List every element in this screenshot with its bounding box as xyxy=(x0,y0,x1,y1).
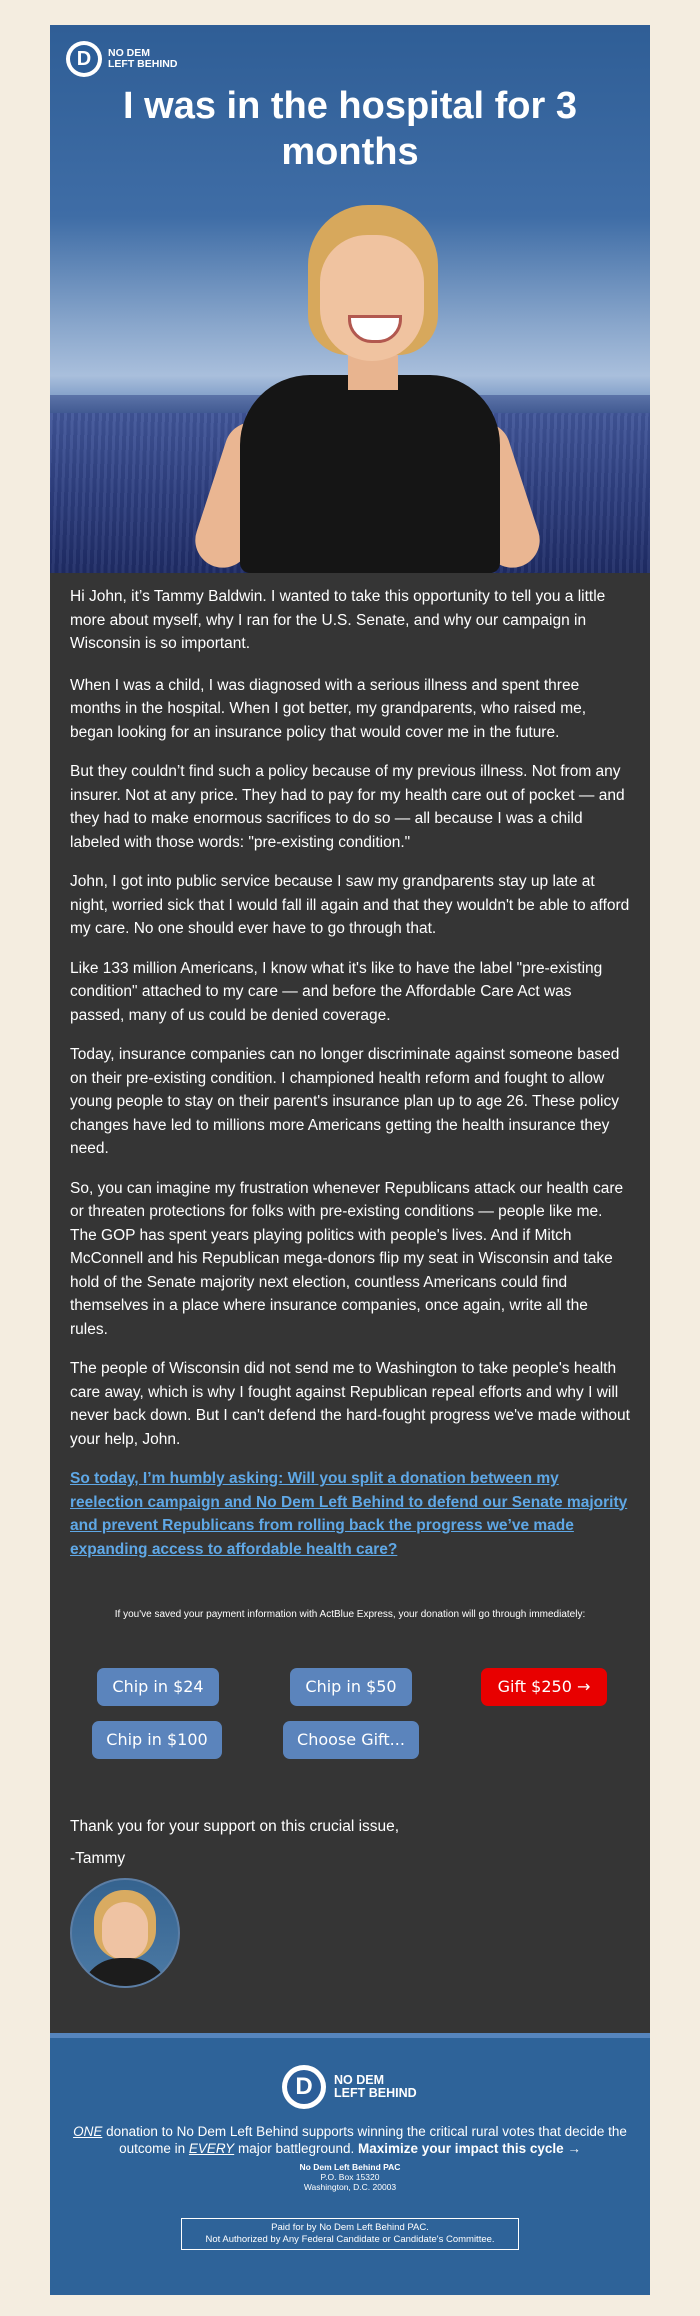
avatar-shoulders xyxy=(80,1958,170,1988)
thank-you-text: Thank you for your support on this crucial issue, xyxy=(70,1818,400,1835)
footer xyxy=(50,2033,650,2295)
paid-for-disclaimer xyxy=(181,2218,519,2250)
footer-msg-text: donation to No Dem Left Behind supports winning the critical rural votes that decide the outcome in xyxy=(102,2124,627,2156)
paragraph: Hi John, it’s Tammy Baldwin. I wanted to take this opportunity to tell you a little more about myself, why I ran for the U.S. Senate, and why our campaign in Wisconsin is so important. xyxy=(70,588,606,652)
signature-name: -Tammy xyxy=(70,1850,126,1867)
footer-emphasis-one: ONE xyxy=(73,2124,103,2139)
footer-logo[interactable] xyxy=(282,2065,417,2109)
hero-banner xyxy=(50,25,650,573)
actblue-express-note: If you've saved your payment information with ActBlue Express, your donation will go through immediately: xyxy=(114,1609,586,1620)
paragraph: Like 133 million Americans, I know what it's like to have the label "pre-existing condition" attached to my care — and before the Affordable Care Act was passed, many of us could be denied coverage. xyxy=(70,959,603,1024)
brand-logo[interactable] xyxy=(66,41,177,77)
org-name: No Dem Left Behind PAC xyxy=(299,2162,401,2172)
paragraph: So, you can imagine my frustration whenever Republicans attack our health care or threaten protections for folks with pre-existing conditions — people like me. The GOP has spent years playing politics with people's lives. And if Mitch McConnell and his Republican mega-donors flip my seat in Wisconsin and take hold of the Senate majority next election, countless Americans could find themselves in a place where insurance companies, once again, write all the rules. xyxy=(70,1179,624,1338)
portrait-shirt xyxy=(240,375,500,573)
paragraph: The people of Wisconsin did not send me to Washington to take people's health care away, which is why I fought against Republican repeal efforts and why I will never back down. But I can't defend the hard-fought progress we've made without your help, John. xyxy=(70,1360,630,1448)
footer-emphasis-every: EVERY xyxy=(188,2141,235,2156)
choose-gift-button[interactable]: Choose Gift... xyxy=(283,1721,419,1759)
logo-letter: D xyxy=(70,45,98,73)
city: Washington, D.C. 20003 xyxy=(303,2182,397,2192)
hero-portrait-image xyxy=(200,205,530,573)
footer-logo-name: NO DEM LEFT BEHIND xyxy=(334,2073,417,2100)
gift-250-button[interactable]: Gift $250 → xyxy=(481,1668,607,1706)
logo-letter: D xyxy=(287,2070,321,2104)
avatar xyxy=(70,1878,180,1988)
headline: I was in the hospital for 3 months xyxy=(123,85,577,173)
paragraph: When I was a child, I was diagnosed with a serious illness and spent three months in the hospital. When I got better, my grandparents, who raised me, began looking for an insurance policy that would cover me in the future. xyxy=(70,676,587,741)
chip-in-100-button[interactable]: Chip in $100 xyxy=(92,1721,222,1759)
paragraph: But they couldn’t find such a policy because of my previous illness. Not from any insurer. Not at any price. They had to pay for my health care out of pocket — and they had to make enormous sacrifices to do so — all because I was a child labeled with those words: "pre-existing condition." xyxy=(70,763,625,851)
logo-d-icon xyxy=(282,2065,326,2109)
chip-in-50-button[interactable]: Chip in $50 xyxy=(290,1668,412,1706)
paragraph: Today, insurance companies can no longer discriminate against someone based on their pre-existing condition. I championed health reform and fought to allow young people to stay on their parent's insurance plan up to age 26. These policy changes have led to millions more Americans getting the health insurance they need. xyxy=(70,1046,620,1157)
footer-cta[interactable]: Maximize your impact this cycle → xyxy=(358,2141,581,2156)
donation-ask-link[interactable]: So today, I’m humbly asking: Will you split a donation between my reelection campaign and No Dem Left Behind to defend our Senate majority and prevent Republicans from rolling back the progress we’ve made expanding access to affordable health care? xyxy=(70,1470,628,1558)
avatar-face xyxy=(102,1902,148,1960)
po-box: P.O. Box 15320 xyxy=(320,2172,380,2182)
footer-address xyxy=(50,2162,650,2192)
paid-for-text: Paid for by No Dem Left Behind PAC. xyxy=(271,2222,429,2233)
footer-msg-text: major battleground. xyxy=(234,2141,359,2156)
footer-message[interactable] xyxy=(70,2123,630,2157)
chip-in-24-button[interactable]: Chip in $24 xyxy=(97,1668,219,1706)
logo-d-icon xyxy=(66,41,102,77)
email-container xyxy=(50,25,650,2290)
logo-name: NO DEM LEFT BEHIND xyxy=(108,47,178,70)
letter-body xyxy=(50,573,650,1627)
not-authorized-text: Not Authorized by Any Federal Candidate or Candidate's Committee. xyxy=(205,2234,495,2245)
paragraph: John, I got into public service because I saw my grandparents stay up late at night, worried sick that I would fall ill again and that they wouldn't be able to afford my care. No one should ever have to go through that. xyxy=(70,873,630,937)
